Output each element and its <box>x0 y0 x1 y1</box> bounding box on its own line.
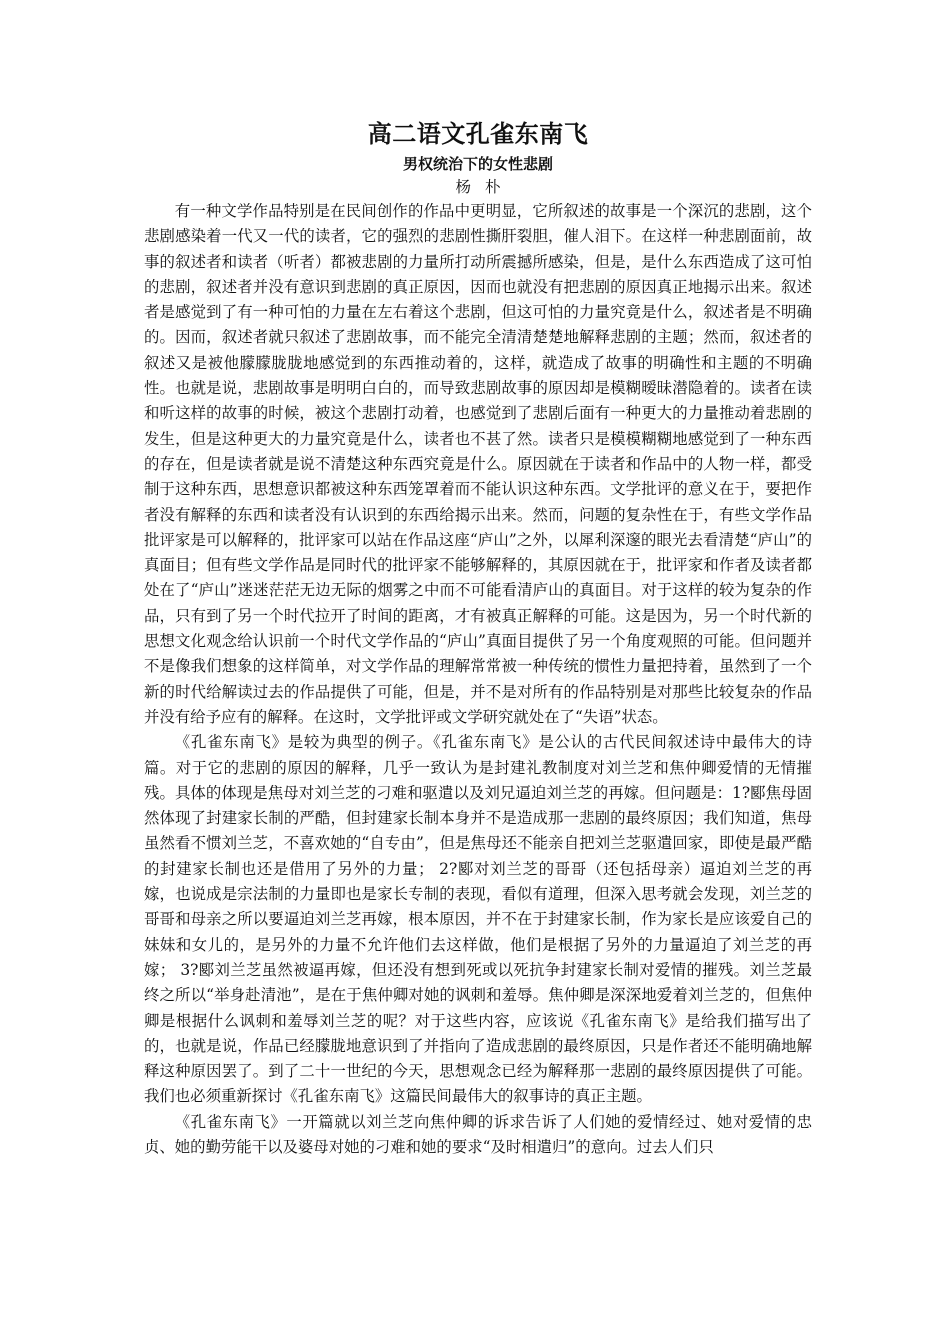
document-subtitle: 男权统治下的女性悲剧 <box>402 155 553 173</box>
paragraph-3: 《孔雀东南飞》一开篇就以刘兰芝向焦仲卿的诉求告诉了人们她的爱情经过、她对爱情的忠贞、她的勤劳能干以及婆母对她的刁难和她的要求“及时相遣归”的意向。过去人们只 <box>144 1112 812 1156</box>
paragraph-2: 《孔雀东南飞》是较为典型的例子。《孔雀东南飞》是公认的古代民间叙述诗中最伟大的诗篇。对于它的悲剧的原因的解释，几乎一致认为是封建礼教制度对刘兰芝和焦仲卿爱情的无情摧残。具体的体现是焦母对刘兰芝的刁难和驱遣以及刘兄逼迫刘兰芝的再嫁。但问题是：1?郾焦母固然体现了封建家长制的严酷，但封建家长制本身并不是造成那一悲剧的最终原因；我们知道，焦母虽然看不惯刘兰芝，不喜欢她的“自专由”，但是焦母还不能亲自把刘兰芝驱遣回家，即使是最严酷的封建家长制也还是借用了另外的力量； 2?郾对刘兰芝的哥哥（还包括母亲）逼迫刘兰芝的再嫁，也说成是宗法制的力量即也是家长专制的表现，看似有道理，但深入思考就会发现，刘兰芝的哥哥和母亲之所以要逼迫刘兰芝再嫁，根本原因，并不在于封建家长制，作为家长是应该爱自己的妹妹和女儿的，是另外的力量不允许他们去这样做，他们是根据了另外的力量逼迫了刘兰芝的再嫁； 3?郾刘兰芝虽然被逼再嫁，但还没有想到死或以死抗争封建家长制对爱情的摧残。刘兰芝最终之所以“举身赴清池”，是在于焦仲卿对她的讽刺和羞辱。焦仲卿是深深地爱着刘兰芝的，但焦仲卿是根据什么讽刺和羞辱刘兰芝的呢？对于这些内容，应该说《孔雀东南飞》是给我们描写出了的，也就是说，作品已经朦胧地意识到了并指向了造成悲剧的最终原因，只是作者还不能明确地解释这种原因罢了。到了二十一世纪的今天，思想观念已经为解释那一悲剧的最终原因提供了可能。我们也必须重新探讨《孔雀东南飞》这篇民间最伟大的叙事诗的真正主题。 <box>144 733 812 1106</box>
document-page <box>144 118 812 1160</box>
document-title: 高二语文孔雀东南飞 <box>367 120 589 148</box>
document-author: 杨朴 <box>455 178 515 196</box>
paragraph-1: 有一种文学作品特别是在民间创作的作品中更明显，它所叙述的故事是一个深沉的悲剧，这个悲剧感染着一代又一代的读者，它的强烈的悲剧性撕肝裂胆，催人泪下。在这样一种悲剧面前，故事的叙述者和读者（听者）都被悲剧的力量所打动所震撼所感染，但是，是什么东西造成了这可怕的悲剧，叙述者并没有意识到悲剧的真正原因，因而也就没有把悲剧的原因真正地揭示出来。叙述者是感觉到了有一种可怕的力量在左右着这个悲剧，但这可怕的力量究竟是什么，叙述者是不明确的。因而，叙述者就只叙述了悲剧故事，而不能完全清清楚楚地解释悲剧的主题；然而，叙述者的叙述又是被他朦朦胧胧地感觉到的东西推动着的，这样，就造成了故事的明确性和主题的不明确性。也就是说，悲剧故事是明明白白的，而导致悲剧故事的原因却是模糊暧昧潜隐着的。读者在读和听这样的故事的时候，被这个悲剧打动着，也感觉到了悲剧后面有一种更大的力量推动着悲剧的发生，但是这种更大的力量究竟是什么，读者也不甚了然。读者只是模模糊糊地感觉到了一种东西的存在，但是读者就是说不清楚这种东西究竟是什么。原因就在于读者和作品中的人物一样，都受制于这种东西，思想意识都被这种东西笼罩着而不能认识这种东西。文学批评的意义在于，要把作者没有解释的东西和读者没有认识到的东西给揭示出来。然而，问题的复杂性在于，有些文学作品批评家是可以解释的，批评家可以站在作品这座“庐山”之外，以犀利深邃的眼光去看清楚“庐山”的真面目；但有些文学作品是同时代的批评家不能够解释的，其原因就在于，批评家和作者及读者都处在了“庐山”迷迷茫茫无边无际的烟雾之中而不可能看清庐山的真面目。对于这样的较为复杂的作品，只有到了另一个时代拉开了时间的距离，才有被真正解释的可能。这是因为，另一个时代新的思想文化观念给认识前一个时代文学作品的“庐山”真面目提供了另一个角度观照的可能。但问题并不是像我们想象的这样简单，对文学作品的理解常常被一种传统的惯性力量把持着，虽然到了一个新的时代给解读过去的作品提供了可能，但是，并不是对所有的作品特别是对那些比较复杂的作品并没有给予应有的解释。在这时，文学批评或文学研究就处在了“失语”状态。 <box>144 202 812 726</box>
